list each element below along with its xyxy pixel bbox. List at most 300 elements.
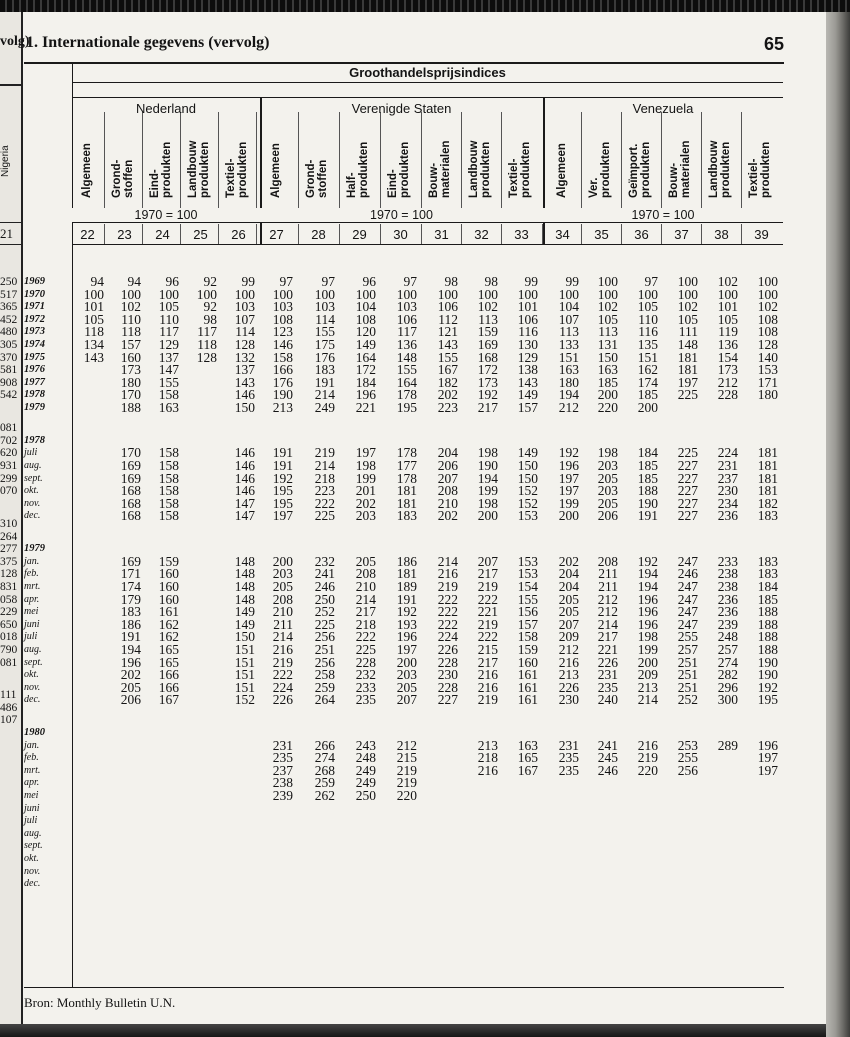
- table-cell: 140: [757, 349, 778, 365]
- column-header: [383, 110, 421, 198]
- table-cell: 252: [677, 692, 698, 708]
- table-cell: 183: [757, 508, 778, 524]
- column-header: [259, 110, 304, 198]
- table-cell: 177: [396, 457, 417, 473]
- table-cell: 173: [717, 362, 738, 378]
- table-cell: 289: [717, 737, 738, 753]
- table-cell: 218: [355, 616, 376, 632]
- table-cell: 150: [234, 400, 255, 415]
- country-name: Nederland: [136, 101, 196, 116]
- table-cell: 197: [558, 483, 579, 499]
- table-cell: 222: [272, 667, 293, 683]
- table-cell: 170: [120, 387, 141, 403]
- column-header-line: materialen: [680, 140, 692, 198]
- table-cell: 235: [558, 750, 579, 766]
- row-label: 1976: [24, 364, 45, 376]
- table-cell: 105: [597, 311, 618, 327]
- table-cell: 227: [677, 483, 698, 499]
- table-cell: 160: [120, 349, 141, 365]
- row-label: feb.: [24, 568, 39, 580]
- table-cell: 184: [637, 445, 658, 461]
- table-cell: 96: [165, 274, 179, 289]
- table-cell: 251: [677, 679, 698, 695]
- table-cell: 188: [120, 400, 141, 415]
- table-cell: 206: [120, 692, 141, 708]
- strip-value: 305: [0, 339, 18, 351]
- table-cell: 146: [234, 470, 255, 486]
- table-cell: 153: [517, 566, 538, 582]
- table-cell: 210: [272, 604, 293, 620]
- table-cell: 195: [272, 495, 293, 511]
- strip-value: 310: [0, 517, 18, 530]
- table-cell: 239: [717, 616, 738, 632]
- table-cell: 136: [396, 337, 417, 352]
- table-cell: 300: [717, 692, 738, 708]
- table-cell: 107: [558, 311, 579, 327]
- strip-value: 908: [0, 376, 18, 389]
- column-number: 32: [474, 227, 489, 242]
- table-cell: 113: [598, 324, 618, 340]
- table-cell: 117: [197, 324, 217, 340]
- table-cell: 168: [120, 483, 141, 499]
- table-cell: 188: [637, 483, 658, 499]
- table-cell: 216: [477, 667, 498, 683]
- table-cell: 231: [717, 457, 738, 473]
- table-cell: 172: [477, 362, 498, 378]
- strip-value: 480: [0, 326, 18, 339]
- table-cell: 190: [757, 667, 778, 683]
- table-cell: 214: [314, 457, 335, 473]
- table-cell: 100: [757, 286, 778, 302]
- table-cell: 219: [477, 578, 498, 594]
- table-cell: 197: [757, 762, 778, 778]
- column-number: 37: [674, 227, 689, 242]
- column-number-rule: [72, 244, 783, 245]
- table-cell: 149: [355, 337, 376, 352]
- table-cell: 212: [597, 591, 618, 607]
- table-cell: 180: [120, 374, 141, 390]
- table-cell: 226: [597, 654, 618, 670]
- table-cell: 222: [477, 591, 498, 607]
- table-cell: 195: [272, 483, 293, 499]
- row-label: okt.: [24, 853, 39, 865]
- table-cell: 130: [517, 337, 538, 352]
- strip-value: 486: [0, 701, 18, 714]
- strip-value: 128: [0, 568, 18, 581]
- table-cell: 134: [83, 337, 104, 352]
- column-header: [183, 110, 221, 198]
- table-cell: 222: [437, 591, 458, 607]
- table-cell: 200: [558, 508, 579, 524]
- table-cell: 251: [677, 667, 698, 683]
- table-cell: 225: [355, 641, 376, 657]
- table-cell: 160: [517, 654, 538, 670]
- table-cell: 120: [355, 324, 376, 340]
- table-cell: 205: [597, 470, 618, 486]
- table-cell: 158: [158, 387, 179, 403]
- table-cell: 129: [158, 337, 179, 352]
- table-cell: 155: [158, 374, 179, 390]
- table-cell: 100: [637, 286, 658, 302]
- table-cell: 257: [677, 641, 698, 657]
- table-cell: 240: [597, 692, 618, 708]
- table-cell: 205: [396, 679, 417, 695]
- table-cell: 146: [234, 483, 255, 499]
- table-cell: 138: [517, 362, 538, 378]
- table-cell: 163: [517, 737, 538, 753]
- bottom-edge: [0, 1024, 826, 1037]
- row-label: 1972: [24, 313, 45, 325]
- table-cell: 225: [677, 445, 698, 461]
- table-cell: 155: [396, 362, 417, 378]
- table-cell: 146: [234, 457, 255, 473]
- row-label: 1970: [24, 288, 45, 300]
- table-cell: 166: [158, 679, 179, 695]
- column-header-line: Algemeen: [556, 143, 568, 198]
- table-cell: 232: [355, 667, 376, 683]
- column-header: [301, 110, 339, 198]
- table-cell: 237: [272, 762, 293, 778]
- table-cell: 216: [272, 641, 293, 657]
- table-cell: 207: [477, 553, 498, 569]
- table-cell: 143: [517, 374, 538, 390]
- row-label: dec.: [24, 510, 41, 522]
- row-label: apr.: [24, 593, 40, 605]
- column-header: [464, 110, 502, 198]
- table-cell: 222: [477, 629, 498, 645]
- table-cell: 200: [272, 553, 293, 569]
- page: [0, 12, 826, 1024]
- table-cell: 181: [396, 566, 417, 582]
- table-cell: 104: [558, 299, 579, 315]
- table-cell: 155: [437, 349, 458, 365]
- row-label: apr.: [24, 777, 40, 789]
- table-cell: 204: [558, 578, 579, 594]
- row-label: sept.: [24, 656, 43, 668]
- table-cell: 135: [637, 337, 658, 352]
- table-cell: 274: [314, 750, 335, 766]
- table-cell: 123: [272, 324, 293, 340]
- table-cell: 247: [677, 553, 698, 569]
- table-cell: 105: [83, 311, 104, 327]
- page-number: 65: [764, 34, 785, 54]
- table-cell: 198: [477, 445, 498, 461]
- table-cell: 206: [437, 457, 458, 473]
- table-cell: 167: [437, 362, 458, 378]
- column-header-line: Eind-: [149, 169, 161, 198]
- column-header: [221, 110, 259, 198]
- table-cell: 191: [120, 629, 141, 645]
- row-label: 1978: [24, 434, 45, 446]
- row-label: juli: [24, 815, 38, 827]
- table-cell: 100: [597, 274, 618, 289]
- table-cell: 102: [717, 274, 738, 289]
- table-cell: 213: [272, 400, 293, 415]
- table-cell: 100: [437, 286, 458, 302]
- table-cell: 233: [717, 553, 738, 569]
- table-cell: 216: [477, 762, 498, 778]
- table-cell: 137: [158, 349, 179, 365]
- table-cell: 256: [314, 629, 335, 645]
- table-cell: 251: [314, 641, 335, 657]
- table-cell: 219: [637, 750, 658, 766]
- column-number: 24: [155, 227, 170, 242]
- table-cell: 167: [517, 762, 538, 778]
- table-cell: 230: [717, 483, 738, 499]
- table-cell: 196: [637, 616, 658, 632]
- table-cell: 181: [757, 470, 778, 486]
- table-cell: 216: [437, 566, 458, 582]
- table-cell: 102: [477, 299, 498, 315]
- table-cell: 110: [159, 311, 179, 327]
- strip-value: 018: [0, 631, 18, 644]
- table-cell: 110: [638, 311, 658, 327]
- table-cell: 262: [314, 788, 335, 804]
- table-cell: 200: [637, 654, 658, 670]
- table-cell: 190: [637, 495, 658, 511]
- table-cell: 181: [396, 495, 417, 511]
- table-cell: 234: [717, 495, 738, 511]
- table-cell: 243: [355, 737, 376, 753]
- table-cell: 214: [437, 553, 458, 569]
- table-cell: 198: [477, 495, 498, 511]
- table-cell: 163: [558, 362, 579, 378]
- strip-value: 365: [0, 301, 18, 314]
- column-number: 25: [193, 227, 208, 242]
- table-cell: 160: [158, 578, 179, 594]
- table-cell: 198: [637, 629, 658, 645]
- column-header-line: produkten: [237, 141, 249, 198]
- table-cell: 197: [558, 470, 579, 486]
- table-cell: 158: [158, 508, 179, 524]
- table-cell: 241: [314, 566, 335, 582]
- table-cell: 199: [558, 495, 579, 511]
- table-cell: 105: [717, 311, 738, 327]
- top-edge: [0, 0, 850, 12]
- table-cell: 196: [396, 629, 417, 645]
- table-cell: 97: [403, 274, 417, 289]
- table-cell: 100: [158, 286, 179, 302]
- table-cell: 100: [196, 286, 217, 302]
- table-cell: 191: [396, 591, 417, 607]
- group-title: Groothandelsprijsindices: [349, 65, 506, 80]
- table-cell: 205: [597, 495, 618, 511]
- table-cell: 219: [477, 692, 498, 708]
- table-cell: 215: [396, 750, 417, 766]
- table-cell: 148: [396, 349, 417, 365]
- table-cell: 107: [234, 311, 255, 327]
- table-cell: 209: [637, 667, 658, 683]
- table-cell: 236: [717, 591, 738, 607]
- column-header-line: Bouw-: [668, 162, 680, 198]
- table-cell: 246: [597, 762, 618, 778]
- table-cell: 192: [477, 387, 498, 403]
- table-cell: 100: [517, 286, 538, 302]
- row-label: 1974: [24, 339, 45, 350]
- table-cell: 158: [158, 470, 179, 486]
- country-rule: [72, 97, 783, 98]
- row-label: juni: [24, 802, 40, 814]
- table-cell: 217: [477, 566, 498, 582]
- column-header-line: Half-: [346, 172, 358, 198]
- table-cell: 282: [717, 667, 738, 683]
- table-cell: 101: [83, 299, 104, 315]
- column-header-line: produkten: [199, 141, 211, 198]
- table-cell: 94: [127, 274, 141, 289]
- table-cell: 228: [355, 654, 376, 670]
- table-cell: 100: [757, 274, 778, 289]
- column-header: [584, 110, 622, 198]
- table-cell: 189: [396, 578, 417, 594]
- table-cell: 219: [437, 578, 458, 594]
- table-cell: 116: [638, 324, 658, 340]
- table-cell: 255: [677, 750, 698, 766]
- table-cell: 227: [677, 457, 698, 473]
- table-cell: 170: [120, 445, 141, 461]
- table-cell: 158: [272, 349, 293, 365]
- table-cell: 157: [517, 400, 538, 415]
- strip-value: 250: [0, 276, 18, 288]
- table-cell: 215: [477, 641, 498, 657]
- base-year-label: 1970 = 100: [260, 208, 543, 222]
- table-cell: 113: [559, 324, 579, 340]
- table-cell: 118: [197, 337, 217, 352]
- table-cell: 132: [234, 349, 255, 365]
- column-header-line: stoffen: [123, 159, 135, 198]
- strip-value: 058: [0, 593, 18, 606]
- table-cell: 100: [83, 286, 104, 302]
- table-cell: 181: [677, 362, 698, 378]
- strip-heading: volg): [0, 34, 30, 49]
- table-cell: 186: [396, 553, 417, 569]
- table-cell: 166: [272, 362, 293, 378]
- table-cell: 165: [517, 750, 538, 766]
- table-cell: 227: [677, 495, 698, 511]
- table-cell: 178: [396, 445, 417, 461]
- table-cell: 230: [558, 692, 579, 708]
- column-header-line: Landbouw: [708, 140, 720, 198]
- table-cell: 181: [396, 483, 417, 499]
- strip-rule: [0, 84, 21, 86]
- table-cell: 223: [437, 400, 458, 415]
- source-note: Bron: Monthly Bulletin U.N.: [24, 995, 176, 1010]
- table-cell: 108: [757, 324, 778, 340]
- column-header: [424, 110, 462, 198]
- table-cell: 217: [355, 604, 376, 620]
- table-cell: 110: [121, 311, 141, 327]
- table-cell: 105: [677, 311, 698, 327]
- table-cell: 151: [637, 349, 658, 365]
- table-cell: 248: [355, 750, 376, 766]
- table-cell: 210: [437, 495, 458, 511]
- table-cell: 121: [437, 324, 458, 340]
- table-cell: 155: [517, 591, 538, 607]
- table-cell: 200: [597, 387, 618, 403]
- table-cell: 256: [314, 654, 335, 670]
- table-cell: 231: [597, 667, 618, 683]
- table-cell: 191: [272, 457, 293, 473]
- column-header: [145, 110, 183, 198]
- table-cell: 147: [234, 495, 255, 511]
- table-cell: 228: [717, 387, 738, 403]
- column-number: 29: [352, 227, 367, 242]
- column-header-line: Textiel-: [508, 158, 520, 198]
- table-cell: 235: [597, 679, 618, 695]
- table-cell: 216: [558, 654, 579, 670]
- row-label: nov.: [24, 497, 41, 509]
- strip-value: 081: [0, 656, 18, 669]
- table-cell: 239: [272, 788, 293, 804]
- table-cell: 196: [637, 604, 658, 620]
- table-cell: 106: [396, 311, 417, 327]
- table-cell: 160: [158, 591, 179, 607]
- table-cell: 223: [314, 483, 335, 499]
- table-cell: 207: [396, 692, 417, 708]
- table-cell: 152: [517, 495, 538, 511]
- table-cell: 181: [757, 445, 778, 461]
- table-cell: 186: [120, 616, 141, 632]
- column-number: 23: [117, 227, 132, 242]
- row-label: 1969: [24, 276, 45, 287]
- table-cell: 178: [396, 470, 417, 486]
- table-cell: 100: [396, 286, 417, 302]
- table-cell: 274: [717, 654, 738, 670]
- column-header: [107, 110, 145, 198]
- table-cell: 180: [757, 387, 778, 403]
- table-cell: 143: [437, 337, 458, 352]
- strip-value: 370: [0, 351, 18, 364]
- table-cell: 185: [597, 374, 618, 390]
- table-cell: 222: [355, 629, 376, 645]
- table-cell: 214: [355, 591, 376, 607]
- table-cell: 161: [158, 604, 179, 620]
- table-cell: 248: [717, 629, 738, 645]
- table-cell: 98: [203, 311, 217, 327]
- table-cell: 103: [272, 299, 293, 315]
- strip-value: 081: [0, 422, 18, 435]
- table-cell: 199: [355, 470, 376, 486]
- table-cell: 214: [637, 692, 658, 708]
- table-cell: 133: [558, 337, 579, 352]
- column-header-rule: [421, 112, 422, 222]
- table-cell: 100: [717, 286, 738, 302]
- row-label: jan.: [24, 555, 40, 567]
- table-cell: 221: [355, 400, 376, 415]
- strip-column-number: 21: [0, 226, 13, 241]
- table-cell: 102: [120, 299, 141, 315]
- table-cell: 100: [597, 286, 618, 302]
- row-label: feb.: [24, 752, 39, 764]
- column-header-line: Grond-: [111, 159, 123, 198]
- row-label: sept.: [24, 472, 43, 484]
- table-cell: 197: [355, 445, 376, 461]
- table-cell: 146: [234, 387, 255, 403]
- strip-value: 702: [0, 434, 18, 447]
- table-cell: 168: [120, 508, 141, 524]
- table-cell: 235: [355, 692, 376, 708]
- table-cell: 247: [677, 616, 698, 632]
- row-label: 1975: [24, 351, 45, 363]
- strip-value: 070: [0, 485, 18, 498]
- table-cell: 190: [477, 457, 498, 473]
- table-cell: 159: [517, 641, 538, 657]
- row-label: 1978: [24, 389, 45, 401]
- table-cell: 204: [558, 566, 579, 582]
- column-header-line: Grond-: [305, 159, 317, 198]
- table-cell: 217: [477, 400, 498, 415]
- table-cell: 192: [272, 470, 293, 486]
- table-cell: 196: [757, 737, 778, 753]
